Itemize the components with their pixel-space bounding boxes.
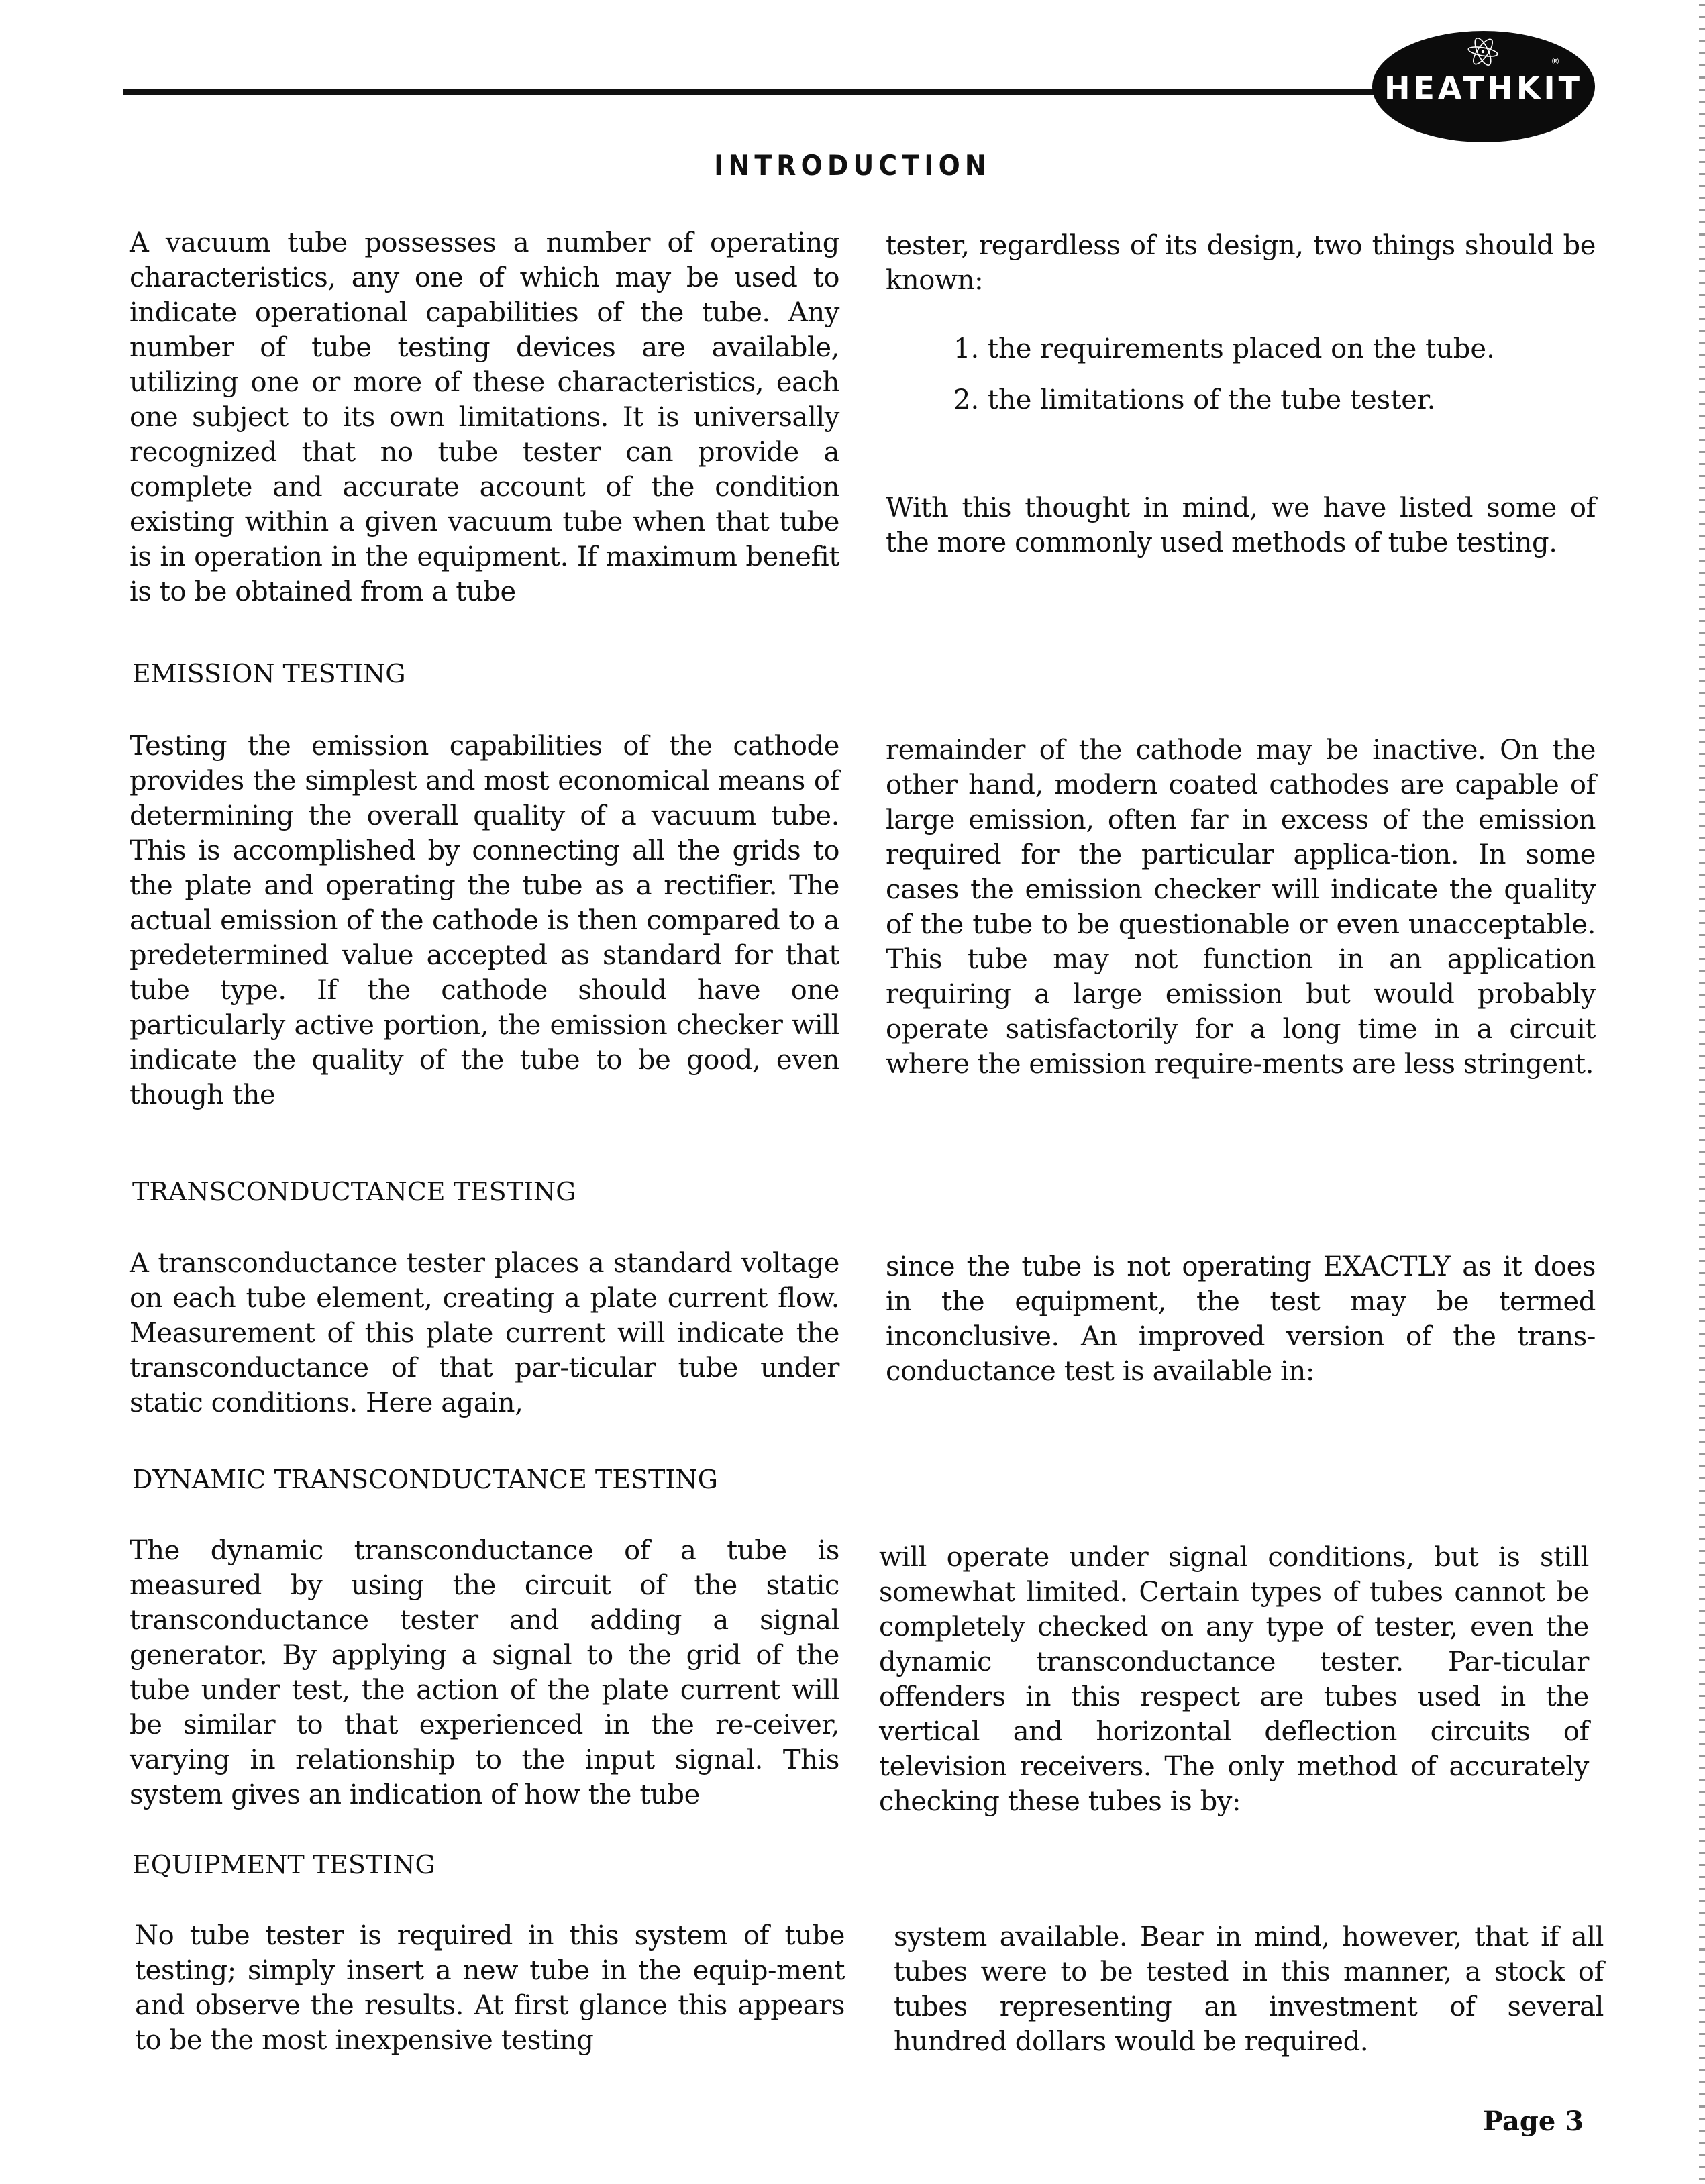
- transconductance-right-paragraph: [886, 1249, 1596, 1389]
- paragraph-text: system available. Bear in mind, however, that if all tubes were to be tested in this manner, a stock of tubes representing an investment of several hundred dollars would be required.: [894, 1922, 1604, 2057]
- equipment-right-paragraph: [894, 1920, 1604, 2059]
- dynamic-right-paragraph: [879, 1540, 1589, 1819]
- emission-right-paragraph: [886, 733, 1596, 1082]
- paragraph-text: The dynamic transconductance of a tube is measured by using the circuit of the static transconductance tester and adding a signal generator. By applying a signal to the grid of the tube under test, the action of the plate current will be similar to that experienced in the re-ceiver, varying in relationship to the input signal. This system gives an indication of how the tube: [130, 1535, 839, 1810]
- heathkit-logo: [1372, 31, 1595, 142]
- paragraph-text: will operate under signal conditions, but is still somewhat limited. Certain types of tubes cannot be completely checked on any type of tester, even the dynamic transconductance tester. Par-ticular offenders in this respect are tubes used in the vertical and horizontal deflection circuits of television receivers. The only method of accurately checking these tubes is by:: [879, 1542, 1589, 1817]
- paragraph-text: since the tube is not operating EXACTLY as it does in the equipment, the test may be termed inconclusive. An improved version of the trans-conductance test is available in:: [886, 1251, 1596, 1387]
- intro-right-closing: [886, 490, 1596, 560]
- paragraph-text: remainder of the cathode may be inactive. On the other hand, modern coated cathodes are capable of large emission, often far in excess of the emission required for the particular applica-tion. In some cases the emission checker will indicate the quality of the tube to be questionable or even unacceptable. This tube may not function in an application requiring a large emission but would probably operate satisfactorily for a long time in a circuit where the emission require-ments are less stringent.: [886, 735, 1596, 1080]
- brand-name: HEATHKIT: [1384, 70, 1583, 106]
- paragraph-text: No tube tester is required in this system of tube testing; simply insert a new tube in the equip-ment and observe the results. At first glance this appears to be the most inexpensive testing: [135, 1920, 845, 2056]
- scan-page-edge: [1699, 0, 1705, 2184]
- list-item-limitations: 2. the limitations of the tube tester.: [953, 384, 1436, 415]
- dynamic-left-paragraph: [130, 1533, 839, 1812]
- section-heading-dynamic-transconductance: DYNAMIC TRANSCONDUCTANCE TESTING: [132, 1465, 718, 1494]
- atom-icon: [1466, 35, 1500, 68]
- paragraph-text: Testing the emission capabilities of the cathode provides the simplest and most economical means of determining the overall quality of a vacuum tube. This is accomplished by connecting all the grids to the plate and operating the tube as a rectifier. The actual emission of the cathode is then compared to a predetermined value accepted as standard for that tube type. If the cathode should have one particularly active portion, the emission checker will indicate the quality of the tube to be good, even though the: [130, 731, 839, 1110]
- intro-right-lead: [886, 228, 1596, 298]
- paragraph-text: A transconductance tester places a standard voltage on each tube element, creating a plate current flow. Measurement of this plate current will indicate the transconductance of that par-ticular tube under static conditions. Here again,: [130, 1248, 839, 1418]
- paragraph-text: With this thought in mind, we have listed some of the more commonly used methods of tube testing.: [886, 492, 1596, 558]
- emission-left-paragraph: [130, 729, 839, 1112]
- section-heading-transconductance: TRANSCONDUCTANCE TESTING: [132, 1177, 576, 1206]
- section-heading-emission: EMISSION TESTING: [132, 659, 406, 688]
- header-rule: [123, 89, 1384, 95]
- paragraph-text: tester, regardless of its design, two things should be known:: [886, 230, 1596, 296]
- page-title: INTRODUCTION: [714, 149, 991, 182]
- list-item-requirements: 1. the requirements placed on the tube.: [953, 333, 1495, 364]
- equipment-left-paragraph: [135, 1918, 845, 2058]
- intro-left-paragraph: [130, 225, 839, 609]
- paragraph-text: A vacuum tube possesses a number of operating characteristics, any one of which may be used to indicate operational capabilities of the tube. Any number of tube testing devices are available, utilizing one or more of these characteristics, each one subject to its own limitations. It is universally recognized that no tube tester can provide a complete and accurate account of the condition existing within a given vacuum tube when that tube is in operation in the equipment. If maximum benefit is to be obtained from a tube: [130, 227, 839, 607]
- section-heading-equipment: EQUIPMENT TESTING: [132, 1850, 435, 1879]
- transconductance-left-paragraph: [130, 1246, 839, 1420]
- page-number: Page 3: [1483, 2105, 1584, 2137]
- registered-mark: ®: [1551, 56, 1560, 67]
